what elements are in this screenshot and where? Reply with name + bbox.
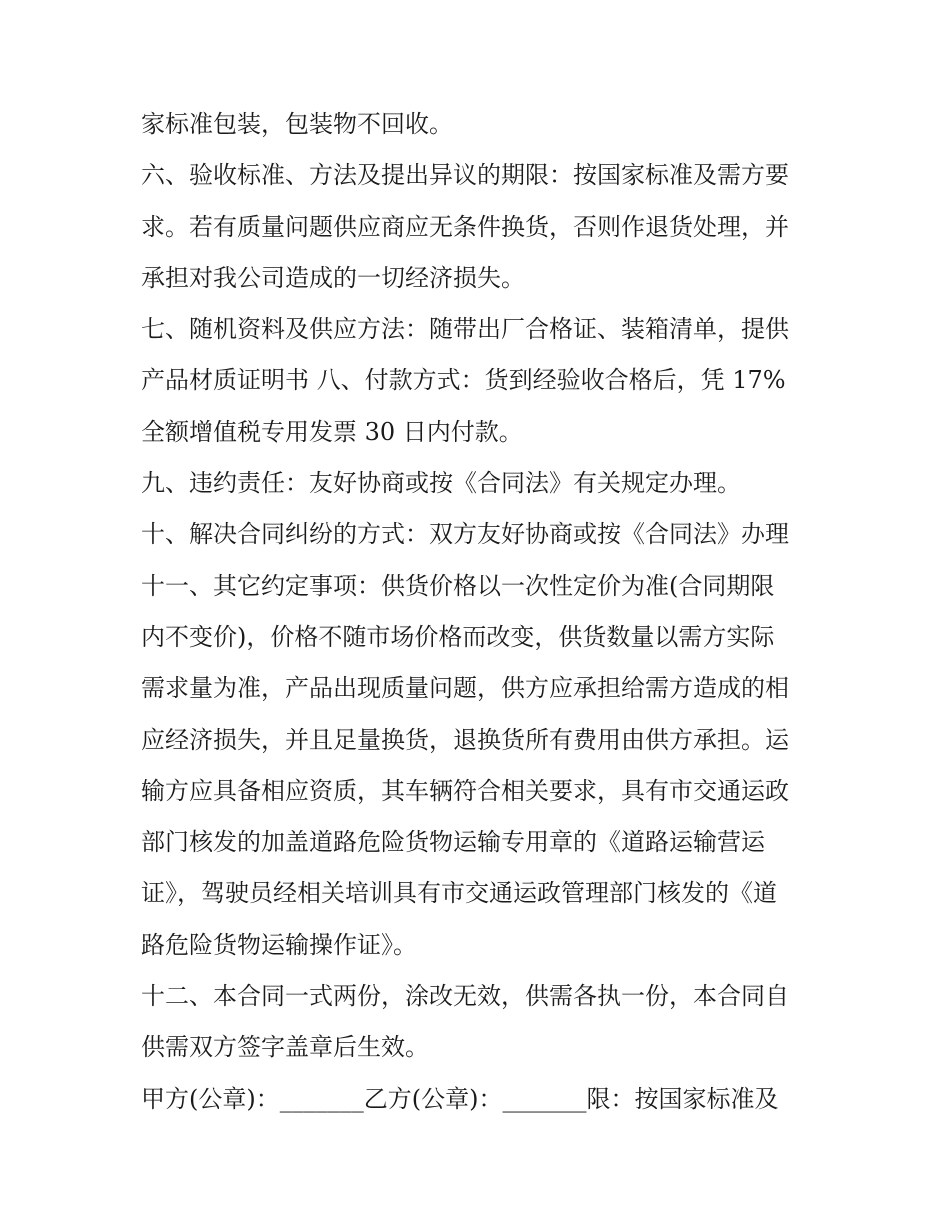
text-line: 应经济损失，并且足量换货，退换货所有费用由供方承担。运 — [141, 725, 789, 754]
text-line: 七、随机资料及供应方法：随带出厂合格证、装箱清单，提供 — [141, 315, 789, 344]
text-line: 承担对我公司造成的一切经济损失。 — [141, 263, 525, 292]
text-line: 输方应具备相应资质，其车辆符合相关要求，具有市交通运政 — [141, 776, 789, 805]
text-line: 九、违约责任：友好协商或按《合同法》有关规定办理。 — [141, 469, 741, 498]
text-line: 十一、其它约定事项：供货价格以一次性定价为准(合同期限 — [141, 571, 775, 600]
text-line: 十二、本合同一式两份，涂改无效，供需各执一份，本合同自 — [141, 982, 789, 1011]
text-line: 需求量为准，产品出现质量问题，供方应承担给需方造成的相 — [141, 674, 789, 703]
text-line: 家标准包装，包装物不回收。 — [141, 110, 453, 138]
text-line: 全额增值税专用发票 30 日内付款。 — [141, 417, 523, 446]
text-line: 产品材质证明书 八、付款方式：货到经验收合格后，凭 17% — [141, 366, 786, 395]
text-line: 内不变价)，价格不随市场价格而改变，供货数量以需方实际 — [141, 622, 775, 651]
document-body — [141, 104, 821, 1130]
text-line: 证》，驾驶员经相关培训具有市交通运政管理部门核发的《道 — [141, 879, 777, 908]
text-line: 十、解决合同纠纷的方式：双方友好协商或按《合同法》办理 — [141, 520, 789, 549]
text-line: 求。若有质量问题供应商应无条件换货，否则作退货处理，并 — [141, 212, 789, 241]
text-line: 路危险货物运输操作证》。 — [141, 930, 417, 959]
text-line: 部门核发的加盖道路危险货物运输专用章的《道路运输营运 — [141, 828, 765, 857]
text-line: 六、验收标准、方法及提出异议的期限：按国家标准及需方要 — [141, 161, 789, 190]
text-line: 供需双方签字盖章后生效。 — [141, 1033, 429, 1062]
signature-line: 甲方(公章)：_______乙方(公章)：_______限：按国家标准及 — [141, 1084, 779, 1113]
